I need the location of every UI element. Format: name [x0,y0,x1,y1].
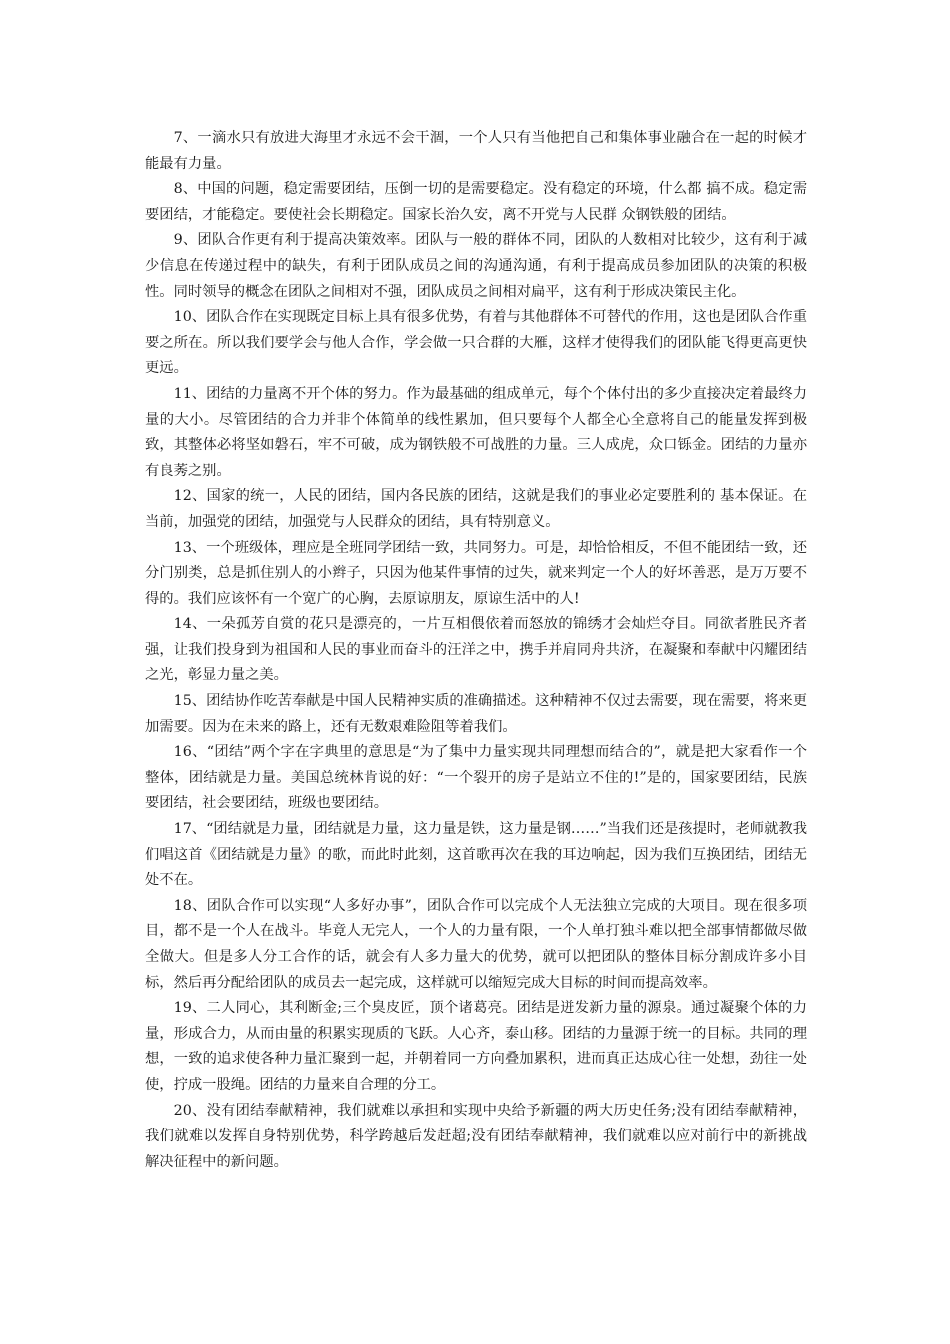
paragraph-16: 16、“团结”两个字在字典里的意思是“为了集中力量实现共同理想而结合的”，就是把大家看作一个整体，团结就是力量。美国总统林肯说的好：“一个裂开的房子是站立不住的!”是的，国家要团结，民族要团结，社会要团结，班级也要团结。 [145,744,807,812]
paragraph-12: 12、国家的统一，人民的团结，国内各民族的团结，这就是我们的事业必定要胜利的 基本保证。在当前，加强党的团结，加强党与人民群众的团结，具有特别意义。 [145,488,807,530]
paragraph-20: 20、没有团结奉献精神，我们就难以承担和实现中央给予新疆的两大历史任务;没有团结奉献精神，我们就难以发挥自身特别优势，科学跨越后发赶超;没有团结奉献精神，我们就难以应对前行中的新挑战解决征程中的新问题。 [145,1102,807,1170]
paragraph-14: 14、一朵孤芳自赏的花只是漂亮的，一片互相偎依着而怒放的锦绣才会灿烂夺目。同欲者胜民齐者强，让我们投身到为祖国和人民的事业而奋斗的汪洋之中，携手并肩同舟共济，在凝聚和奉献中闪耀团结之光，彰显力量之美。 [145,616,807,684]
paragraph-8: 8、中国的问题，稳定需要团结，压倒一切的是需要稳定。没有稳定的环境，什么都 搞不成。稳定需要团结，才能稳定。要使社会长期稳定。国家长治久安，离不开党与人民群 众钢铁般的团结。 [145,181,807,223]
paragraph-19: 19、二人同心，其利断金;三个臭皮匠，顶个诸葛亮。团结是迸发新力量的源泉。通过凝聚个体的力量，形成合力，从而由量的积累实现质的飞跃。人心齐，泰山移。团结的力量源于统一的目标。共同的理想，一致的追求使各种力量汇聚到一起，并朝着同一方向叠加累积，进而真正达成心往一处想，劲往一处使，拧成一股绳。团结的力量来自合理的分工。 [145,1000,807,1093]
paragraph-18: 18、团队合作可以实现“人多好办事”，团队合作可以完成个人无法独立完成的大项目。现在很多项目，都不是一个人在战斗。毕竟人无完人，一个人的力量有限，一个人单打独斗难以把全部事情都做尽做全做大。但是多人分工合作的话，就会有人多力量大的优势，就可以把团队的整体目标分割成许多小目标，然后再分配给团队的成员去一起完成，这样就可以缩短完成大目标的时间而提高效率。 [145,897,807,991]
paragraph-13: 13、一个班级体，理应是全班同学团结一致，共同努力。可是，却恰恰相反，不但不能团结一致，还分门别类，总是抓住别人的小辫子，只因为他某件事情的过失，就来判定一个人的好坏善恶，是万万要不得的。我们应该怀有一个宽广的心胸，去原谅朋友，原谅生活中的人! [145,539,807,607]
paragraph-10: 10、团队合作在实现既定目标上具有很多优势，有着与其他群体不可替代的作用，这也是团队合作重要之所在。所以我们要学会与他人合作，学会做一只合群的大雁，这样才使得我们的团队能飞得更高更快更远。 [145,309,807,377]
paragraph-11: 11、团结的力量离不开个体的努力。作为最基础的组成单元，每个个体付出的多少直接决定着最终力量的大小。尽管团结的合力并非个体简单的线性累加，但只要每个人都全心全意将自己的能量发挥到极致，其整体必将坚如磐石，牢不可破，成为钢铁般不可战胜的力量。三人成虎，众口铄金。团结的力量亦有良莠之别。 [145,385,807,479]
document-page [145,126,807,1175]
paragraph-17: 17、“团结就是力量，团结就是力量，这力量是铁，这力量是钢……”当我们还是孩提时，老师就教我们唱这首《团结就是力量》的歌，而此时此刻，这首歌再次在我的耳边响起，因为我们互换团结，团结无处不在。 [145,821,807,889]
paragraph-7: 7、一滴水只有放进大海里才永远不会干涸，一个人只有当他把自己和集体事业融合在一起的时候才能最有力量。 [145,130,807,172]
paragraph-9: 9、团队合作更有利于提高决策效率。团队与一般的群体不同，团队的人数相对比较少，这有利于减少信息在传递过程中的缺失，有利于团队成员之间的沟通沟通，有利于提高成员参加团队的决策的积极性。同时领导的概念在团队之间相对不强，团队成员之间相对扁平，这有利于形成决策民主化。 [145,232,807,300]
paragraph-15: 15、团结协作吃苦奉献是中国人民精神实质的准确描述。这种精神不仅过去需要，现在需要，将来更加需要。因为在未来的路上，还有无数艰难险阻等着我们。 [145,693,807,735]
